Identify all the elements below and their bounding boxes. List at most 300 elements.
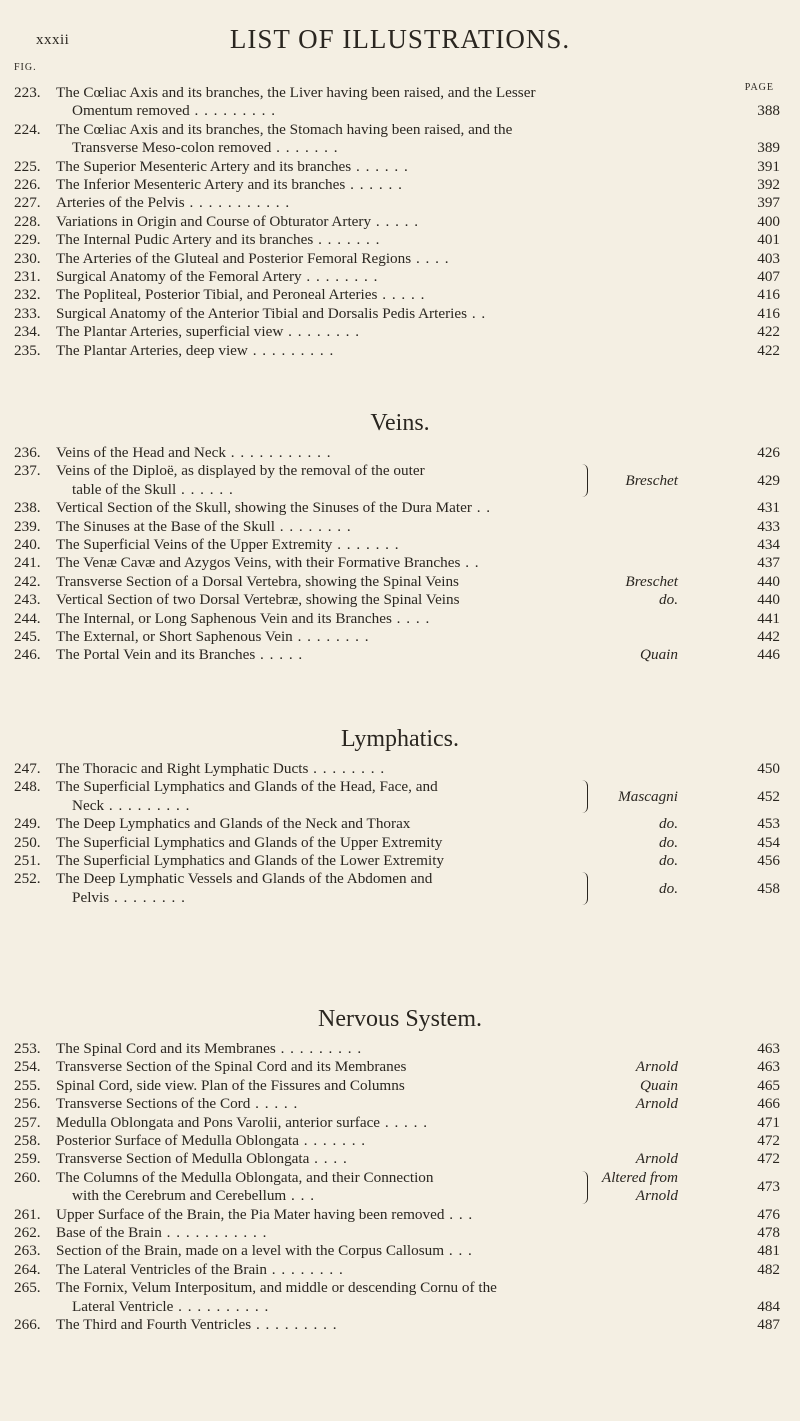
title-text: The Plantar Arteries, deep view	[56, 341, 248, 359]
page-ref: 476	[757, 1205, 780, 1223]
entry-title-continued	[72, 1298, 730, 1316]
section-nervous-system	[0, 1002, 800, 1333]
list-entry	[0, 573, 800, 591]
figure-number: 256.	[14, 1095, 41, 1113]
figure-number: 225.	[14, 157, 41, 175]
title-text: The Columns of the Medulla Oblongata, and their Connection	[56, 1168, 434, 1186]
figure-number: 228.	[14, 212, 41, 230]
leader-dots: . . . . . . . . .	[251, 1316, 338, 1333]
title-text: The Popliteal, Posterior Tibial, and Peroneal Arteries	[56, 286, 378, 304]
entry-title	[56, 1040, 730, 1058]
figure-source: Mascagni	[618, 787, 678, 805]
list-entry	[0, 1040, 800, 1058]
leader-dots: . . . . . . . .	[109, 888, 186, 906]
entry-title	[56, 870, 582, 888]
brace-mark	[580, 1171, 588, 1204]
list-entry	[0, 158, 800, 176]
entry-title	[56, 121, 780, 139]
running-header	[36, 22, 764, 56]
figure-number: 227.	[14, 194, 41, 212]
leader-dots: . . . . . . . .	[283, 323, 361, 341]
entry-title	[56, 1279, 780, 1297]
leader-dots: . . . . . . . .	[292, 628, 370, 645]
leader-dots: . . . . . . .	[298, 1132, 367, 1149]
title-text: The Arteries of the Gluteal and Posterior Femoral Regions	[56, 249, 412, 267]
entry-title-continued	[72, 797, 582, 815]
page-column-label: PAGE	[744, 82, 774, 93]
entry-title	[56, 1169, 582, 1187]
leader-dots: . . .	[444, 1242, 473, 1260]
page-ref: 481	[757, 1242, 780, 1260]
page-ref: 416	[757, 304, 780, 322]
leader-dots: . . . . . . . .	[301, 268, 379, 285]
figure-number: 229.	[14, 231, 41, 249]
list-entry	[0, 1132, 800, 1150]
entry-title	[56, 194, 730, 212]
leader-dots: . . . . . . . . .	[247, 341, 335, 359]
title-text: Vertical Section of the Skull, showing the Sinuses of the Dura Mater	[56, 499, 472, 517]
entry-title	[56, 158, 730, 176]
page-ref: 453	[757, 815, 780, 833]
title-text: table of the Skull	[72, 480, 177, 498]
list-entry	[0, 250, 800, 268]
list-entry	[0, 536, 800, 554]
title-text: The Venæ Cavæ and Azygos Veins, with their Formative Branches	[56, 554, 461, 572]
list-entry	[0, 499, 800, 517]
leader-dots: . . . . . . .	[313, 231, 381, 249]
section-heading: Lymphatics.	[341, 726, 459, 752]
title-text: Vertical Section of two Dorsal Vertebræ, showing the Spinal Veins	[56, 591, 460, 609]
list-entry	[0, 286, 800, 304]
title-text: Veins of the Diploë, as displayed by the removal of the outer	[56, 462, 425, 480]
page-ref: 422	[757, 341, 780, 359]
title-text: with the Cerebrum and Cerebellum	[72, 1187, 287, 1205]
title-text: The External, or Short Saphenous Vein	[56, 628, 293, 645]
figure-source: Quain	[640, 646, 678, 664]
figure-number: 234.	[14, 323, 41, 341]
page-ref: 391	[757, 157, 780, 175]
leader-dots: . . . . .	[255, 646, 304, 664]
page-ref: 389	[757, 139, 780, 157]
entry-title	[56, 815, 606, 833]
figure-number: 261.	[14, 1205, 41, 1223]
entry-title	[56, 536, 730, 554]
figure-number: 258.	[14, 1132, 41, 1149]
title-text: The Portal Vein and its Branches	[56, 646, 256, 664]
figure-number: 243.	[14, 591, 41, 609]
leader-dots: . . . . . . . .	[274, 517, 352, 535]
list-entry	[0, 231, 800, 249]
entry-title	[56, 518, 730, 536]
entry-title	[56, 1114, 730, 1132]
title-text: The Plantar Arteries, superficial view	[56, 323, 284, 341]
page-ref: 431	[757, 499, 780, 517]
page-ref: 440	[757, 591, 780, 609]
page-ref: 437	[757, 554, 780, 572]
entry-title	[56, 1206, 730, 1224]
page-ref: 388	[757, 102, 780, 120]
title-text: The Superior Mesenteric Artery and its branches	[56, 157, 352, 175]
entry-title	[56, 1224, 730, 1242]
list-entry	[0, 1316, 800, 1334]
title-text: The Sinuses at the Base of the Skull	[56, 517, 275, 535]
entry-title	[56, 1095, 606, 1113]
list-entry	[0, 628, 800, 646]
leader-dots: . . . .	[309, 1150, 348, 1168]
figure-number: 238.	[14, 499, 41, 517]
entry-title	[56, 1058, 606, 1076]
title-text: Transverse Sections of the Cord	[56, 1095, 251, 1113]
section-heading: Veins.	[370, 410, 430, 436]
leader-dots: . . . . .	[371, 212, 420, 230]
figure-number: 249.	[14, 815, 41, 833]
entry-title-continued	[72, 102, 730, 120]
figure-number: 253.	[14, 1040, 41, 1057]
title-text: Veins of the Head and Neck	[56, 444, 226, 461]
leader-dots: . . . . . . . . . . .	[184, 194, 291, 212]
figure-number: 252.	[14, 870, 41, 888]
figure-number: 242.	[14, 572, 41, 590]
list-entry	[0, 834, 800, 852]
entry-title	[56, 286, 730, 304]
list-entry	[0, 176, 800, 194]
entry-title	[56, 176, 730, 194]
page-number: xxxii	[36, 32, 70, 48]
page-ref: 392	[757, 176, 780, 193]
page-ref: 465	[757, 1076, 780, 1094]
section-heading: Nervous System.	[318, 1006, 482, 1032]
page-ref: 478	[757, 1224, 780, 1241]
section-lymphatics	[0, 722, 800, 906]
title-text: The Spinal Cord and its Membranes	[56, 1040, 276, 1057]
title-text: The Cœliac Axis and its branches, the Liver having been raised, and the Lesser	[56, 84, 536, 101]
entry-title-continued	[72, 1187, 582, 1205]
page-ref: 403	[757, 249, 780, 267]
page-ref: 458	[757, 879, 780, 897]
figure-source: do.	[659, 879, 678, 897]
entry-title	[56, 462, 582, 480]
figure-source: Breschet	[625, 471, 678, 489]
page-ref: 482	[757, 1260, 780, 1278]
page-ref: 463	[757, 1040, 780, 1057]
figure-source: do.	[659, 815, 678, 833]
title-text: The Superficial Lymphatics and Glands of the Upper Extremity	[56, 833, 443, 851]
figure-number: 260.	[14, 1168, 41, 1186]
list-entry	[0, 462, 800, 499]
list-entry	[0, 194, 800, 212]
entry-title	[56, 231, 730, 249]
entry-title	[56, 268, 730, 286]
entry-title	[56, 778, 582, 796]
page-ref: 422	[757, 323, 780, 341]
entry-title	[56, 499, 730, 517]
page-ref: 466	[757, 1095, 780, 1113]
page-ref: 471	[757, 1113, 780, 1131]
figure-source: Arnold	[635, 1095, 678, 1113]
title-text: The Superficial Lymphatics and Glands of the Head, Face, and	[56, 778, 438, 796]
leader-dots: . . . . . .	[345, 176, 403, 193]
page-ref: 426	[757, 444, 780, 461]
leader-dots: . . . . .	[380, 1113, 429, 1131]
title-text: The Superficial Lymphatics and Glands of the Lower Extremity	[56, 852, 445, 869]
list-entry	[0, 121, 800, 158]
figure-number: 235.	[14, 341, 41, 359]
brace-mark	[580, 780, 588, 813]
title-text: Lateral Ventricle	[72, 1297, 174, 1315]
figure-number: 239.	[14, 517, 41, 535]
entry-title	[56, 554, 730, 572]
section-veins	[0, 406, 800, 664]
page-ref: 472	[757, 1132, 780, 1149]
title-text: Posterior Surface of Medulla Oblongata	[56, 1132, 299, 1149]
page-ref: 484	[757, 1297, 780, 1315]
entry-title	[56, 1242, 730, 1260]
title-text: Transverse Section of the Spinal Cord and its Membranes	[56, 1058, 407, 1076]
figure-number: 223.	[14, 84, 41, 101]
list-entry	[0, 852, 800, 870]
figure-source: Quain	[640, 1076, 678, 1094]
page-title: LIST OF ILLUSTRATIONS.	[229, 24, 571, 54]
page-ref: 407	[757, 268, 780, 285]
page-ref: 401	[757, 231, 780, 249]
list-entry	[0, 444, 800, 462]
figure-number: 245.	[14, 628, 41, 645]
entry-title	[56, 628, 730, 646]
figure-source: Arnold	[635, 1058, 678, 1076]
leader-dots: . . . .	[391, 609, 431, 627]
figure-number: 266.	[14, 1316, 41, 1333]
page-ref: 456	[757, 852, 780, 869]
brace-mark	[580, 464, 588, 497]
title-text: The Internal, or Long Saphenous Vein and its Branches	[56, 609, 392, 627]
list-entry	[0, 1058, 800, 1076]
list-entry	[0, 268, 800, 286]
title-text: Transverse Section of a Dorsal Vertebra, showing the Spinal Veins	[56, 572, 459, 590]
title-text: The Third and Fourth Ventricles	[56, 1316, 252, 1333]
leader-dots: . . . . . . . . .	[104, 796, 191, 814]
entry-title	[56, 1132, 730, 1150]
leader-dots: . . . . . . . . . . .	[225, 444, 332, 461]
title-text: The Deep Lymphatics and Glands of the Neck and Thorax	[56, 815, 411, 833]
list-entry	[0, 1279, 800, 1316]
entry-title	[56, 573, 606, 591]
entry-title	[56, 1150, 606, 1168]
title-text: The Thoracic and Right Lymphatic Ducts	[56, 760, 309, 777]
list-entry	[0, 323, 800, 341]
page-ref: 440	[757, 572, 780, 590]
figure-number: 237.	[14, 462, 41, 480]
figure-number: 254.	[14, 1058, 41, 1076]
entry-title	[56, 323, 730, 341]
title-text: Variations in Origin and Course of Obturator Artery	[56, 212, 372, 230]
figure-number: 230.	[14, 249, 41, 267]
leader-dots: . . .	[444, 1205, 474, 1223]
page-ref: 463	[757, 1058, 780, 1076]
figure-number: 240.	[14, 536, 41, 553]
entry-title	[56, 1316, 730, 1334]
figure-number: 226.	[14, 176, 41, 193]
entry-title	[56, 213, 730, 231]
entry-title	[56, 834, 606, 852]
page-ref: 416	[757, 286, 780, 304]
entry-title	[56, 250, 730, 268]
figure-source: Breschet	[625, 572, 678, 590]
entry-title	[56, 444, 730, 462]
leader-dots: . . . . .	[250, 1095, 299, 1113]
leader-dots: . . . . . . . . .	[275, 1040, 363, 1057]
page-ref: 487	[757, 1316, 780, 1333]
list-entry	[0, 1114, 800, 1132]
entry-title-continued	[72, 139, 730, 157]
page-ref: 452	[757, 787, 780, 805]
leader-dots: . . . . . . . . . .	[173, 1297, 270, 1315]
entry-title	[56, 760, 730, 778]
list-entry	[0, 1077, 800, 1095]
entry-title	[56, 1261, 730, 1279]
leader-dots: . . . . . . . .	[267, 1260, 344, 1278]
figure-number: 259.	[14, 1150, 41, 1168]
entry-title	[56, 305, 730, 323]
figure-source: Arnold	[635, 1187, 678, 1205]
figure-source: do.	[659, 591, 678, 609]
figure-source: do.	[659, 852, 678, 869]
title-text: Transverse Meso-colon removed	[72, 139, 272, 157]
page-ref: 397	[757, 194, 780, 212]
figure-number: 246.	[14, 646, 41, 664]
figure-source: do.	[659, 833, 678, 851]
page-ref: 441	[757, 609, 780, 627]
entry-title	[56, 84, 780, 102]
figure-number: 224.	[14, 120, 41, 138]
figure-number: 236.	[14, 444, 41, 461]
title-text: The Inferior Mesenteric Artery and its branches	[56, 176, 346, 193]
list-entry	[0, 646, 800, 664]
figure-number: 241.	[14, 554, 41, 572]
leader-dots: . .	[471, 499, 492, 517]
list-entry	[0, 1095, 800, 1113]
title-text: The Deep Lymphatic Vessels and Glands of the Abdomen and	[56, 870, 433, 888]
leader-dots: . . . . . .	[176, 480, 234, 498]
leader-dots: . . . . .	[377, 286, 426, 304]
page-ref: 450	[757, 760, 780, 777]
list-entry	[0, 1169, 800, 1206]
entry-title-continued	[72, 889, 582, 907]
page-ref: 446	[757, 646, 780, 664]
page-ref: 442	[757, 628, 780, 645]
page-ref: 454	[757, 833, 780, 851]
list-entry	[0, 1206, 800, 1224]
list-entry	[0, 815, 800, 833]
entry-title	[56, 342, 730, 360]
figure-number: 247.	[14, 760, 41, 777]
title-text: The Cœliac Axis and its branches, the Stomach having been raised, and the	[56, 120, 513, 138]
figure-number: 265.	[14, 1279, 41, 1297]
figure-source: Arnold	[635, 1150, 678, 1168]
figure-number: 251.	[14, 852, 41, 869]
title-text: Base of the Brain	[56, 1224, 162, 1241]
list-entry	[0, 213, 800, 231]
title-text: Neck	[72, 796, 105, 814]
figure-number: 248.	[14, 778, 41, 796]
list-entry	[0, 760, 800, 778]
list-entry	[0, 1150, 800, 1168]
figure-number: 263.	[14, 1242, 41, 1260]
list-entry	[0, 342, 800, 360]
list-entry	[0, 554, 800, 572]
figure-number: 231.	[14, 268, 41, 285]
entry-title-continued	[72, 481, 582, 499]
list-entry	[0, 84, 800, 121]
list-entry	[0, 778, 800, 815]
list-entry	[0, 1242, 800, 1260]
page-ref: 429	[757, 471, 780, 489]
fig-column-label: FIG.	[14, 62, 37, 73]
title-text: Omentum removed	[72, 102, 190, 120]
leader-dots: . . . . . . .	[271, 139, 339, 157]
list-entry	[0, 1261, 800, 1279]
title-text: Arteries of the Pelvis	[56, 194, 185, 212]
leader-dots: . . . . . . . . .	[189, 102, 277, 120]
list-entry	[0, 870, 800, 907]
list-entry	[0, 518, 800, 536]
entry-title	[56, 591, 606, 609]
page-ref: 472	[757, 1150, 780, 1168]
title-text: Spinal Cord, side view. Plan of the Fissures and Columns	[56, 1076, 405, 1094]
title-text: Upper Surface of the Brain, the Pia Mater having been removed	[56, 1205, 445, 1223]
title-text: Transverse Section of Medulla Oblongata	[56, 1150, 310, 1168]
page-ref: 400	[757, 212, 780, 230]
leader-dots: . . .	[286, 1187, 316, 1205]
title-text: The Fornix, Velum Interpositum, and middle or descending Cornu of the	[56, 1279, 497, 1297]
figure-number: 257.	[14, 1113, 41, 1131]
title-text: Surgical Anatomy of the Anterior Tibial and Dorsalis Pedis Arteries	[56, 304, 468, 322]
brace-mark	[580, 872, 588, 905]
figure-number: 262.	[14, 1224, 41, 1241]
leader-dots: . . . . . . .	[332, 536, 400, 553]
leader-dots: . . . . . . . .	[308, 760, 386, 777]
title-text: Section of the Brain, made on a level with the Corpus Callosum	[56, 1242, 445, 1260]
list-entry	[0, 610, 800, 628]
page-ref: 434	[757, 536, 780, 553]
list-entry	[0, 591, 800, 609]
list-entry	[0, 1224, 800, 1242]
figure-number: 233.	[14, 304, 41, 322]
figure-number: 244.	[14, 609, 41, 627]
figure-number: 255.	[14, 1076, 41, 1094]
leader-dots: . . . .	[411, 249, 450, 267]
title-text: Surgical Anatomy of the Femoral Artery	[56, 268, 302, 285]
title-text: The Superficial Veins of the Upper Extremity	[56, 536, 333, 553]
figure-number: 250.	[14, 833, 41, 851]
page-ref: 473	[757, 1177, 780, 1195]
page-ref: 433	[757, 517, 780, 535]
title-text: The Internal Pudic Artery and its branches	[56, 231, 314, 249]
entry-title	[56, 1077, 606, 1095]
title-text: Pelvis	[72, 888, 110, 906]
leader-dots: . .	[460, 554, 480, 572]
leader-dots: . .	[467, 304, 487, 322]
list-entry	[0, 305, 800, 323]
figure-source: Altered from	[601, 1168, 678, 1186]
leader-dots: . . . . . . . . . . .	[161, 1224, 268, 1241]
title-text: The Lateral Ventricles of the Brain	[56, 1260, 267, 1278]
entry-title	[56, 646, 606, 664]
entry-title	[56, 610, 730, 628]
figure-number: 264.	[14, 1260, 41, 1278]
leader-dots: . . . . . .	[351, 157, 409, 175]
entry-title	[56, 852, 606, 870]
figure-number: 232.	[14, 286, 41, 304]
